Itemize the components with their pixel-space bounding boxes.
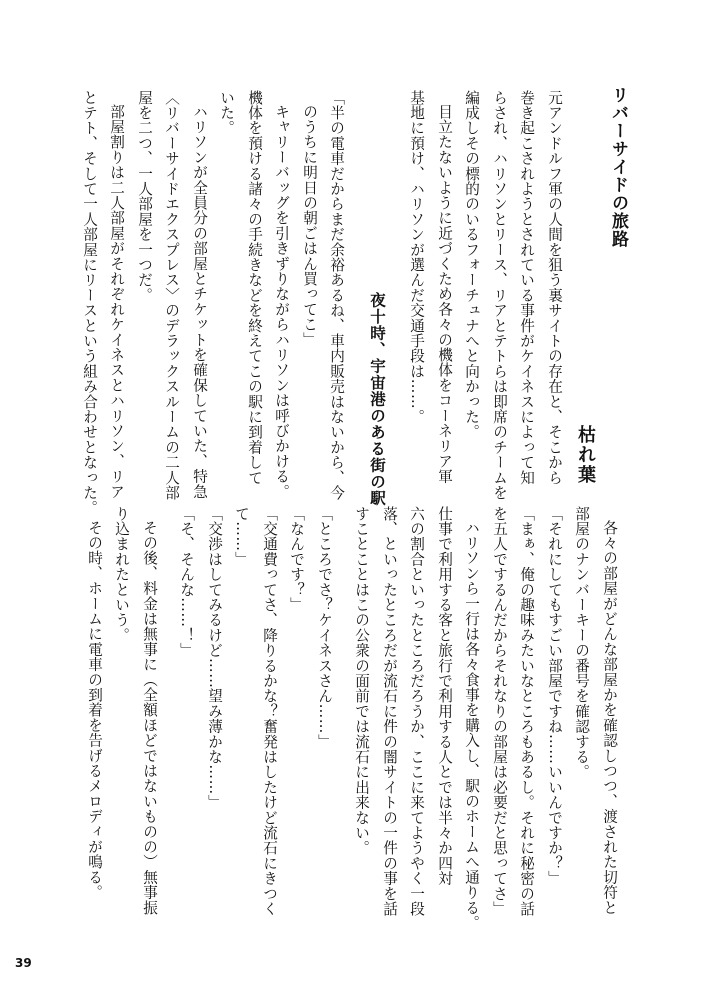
text-line: 仕事で利用する客と旅行で利用する人とでは半々か四対 <box>436 506 453 886</box>
text-line: 屋を二つ、一人部屋を一つだ。 <box>136 90 153 303</box>
page-number: 39 <box>15 956 32 970</box>
story-title: リバーサイドの旅路 <box>608 86 628 248</box>
text-line: 機体を預ける諸々の手続きなどを終えてこの駅に到着して <box>246 90 263 486</box>
text-line: て……」 <box>233 506 250 567</box>
text-line: 編成しその標的のいるフォーチュナへと向かった。 <box>463 90 480 440</box>
text-line: その後、料金は無事に（全額ほどではないものの）無事振 <box>141 520 158 916</box>
author-name: 枯れ葉 <box>575 425 596 485</box>
text-line: のうちに明日の朝ごはん買ってこ」 <box>301 104 318 348</box>
text-line: ハリソンが全員分の部屋とチケットを確保していた、特急 <box>191 104 208 500</box>
text-line: らされ、ハリソンとリース、リアとテトらは即席のチームを <box>491 90 508 501</box>
text-line: り込まれたという。 <box>113 506 130 643</box>
text-line: 「それにしてもすごい部屋ですね……いいんですか？」 <box>546 506 563 886</box>
text-line: 「なんです？」 <box>288 506 305 613</box>
text-line: 巻き起こされようとされている事件がケイネスによって知 <box>518 90 535 486</box>
text-line: 「そ、そんな……！」 <box>178 506 195 658</box>
scene-heading: 夜十時、宇宙港のある街の駅 <box>368 292 386 507</box>
text-line: 〈リバーサイドエクスプレス〉のデラックスルームの二人部 <box>163 90 180 501</box>
text-line: 目立たないように近づくため各々の機体をコーネリア軍 <box>436 104 453 484</box>
text-line: 落、といったところだが流石に件の闇サイトの一件の事を話 <box>381 506 398 917</box>
text-line: 元アンドルフ軍の人間を狙う裏サイトの存在と、そこから <box>546 90 563 486</box>
text-line: 「交渉はしてみるけど……望み薄かな……」 <box>206 506 223 810</box>
text-line: いた。 <box>218 90 235 136</box>
text-line: 「交通費ってさ、降りるかな？奮発はしたけど流石にきつく <box>261 506 278 917</box>
text-line: 「ところでさ？ケイネスさん……」 <box>316 506 333 750</box>
text-line: 「半の電車だからまだ余裕あるね、車内販売はないから、今 <box>328 90 345 501</box>
text-line: 六の割合といったところだろうか、ここに来てようやく一段 <box>408 506 425 917</box>
text-line: 部屋のナンバーキーの番号を確認する。 <box>573 506 590 780</box>
text-line: 各々の部屋がどんな部屋かを確認しつつ、渡された切符と <box>601 520 618 916</box>
text-line: キャリーバッグを引きずりながらハリソンは呼びかける。 <box>273 104 290 500</box>
text-line: とテト、そして一人部屋にリースという組み合わせとなった。 <box>81 90 98 516</box>
text-line: すことことはこの公衆の面前では流石に出来ない。 <box>353 506 370 856</box>
text-line: 部屋割りは二人部屋がそれぞれケイネスとハリソン、リア <box>108 104 125 500</box>
text-line: を五人でするんだからそれなりの部屋は必要だと思ってさ」 <box>491 506 508 917</box>
text-line: ハリソンら一行は各々食事を購入し、駅のホームへ通りる。 <box>463 520 480 931</box>
text-line: その時、ホームに電車の到着を告げるメロディが鳴る。 <box>86 520 103 900</box>
text-line: 「まぁ、俺の趣味みたいなところもあるし。それに秘密の話 <box>518 506 535 917</box>
text-line: 基地に預け、ハリソンが選んだ交通手段は……。 <box>408 90 425 425</box>
